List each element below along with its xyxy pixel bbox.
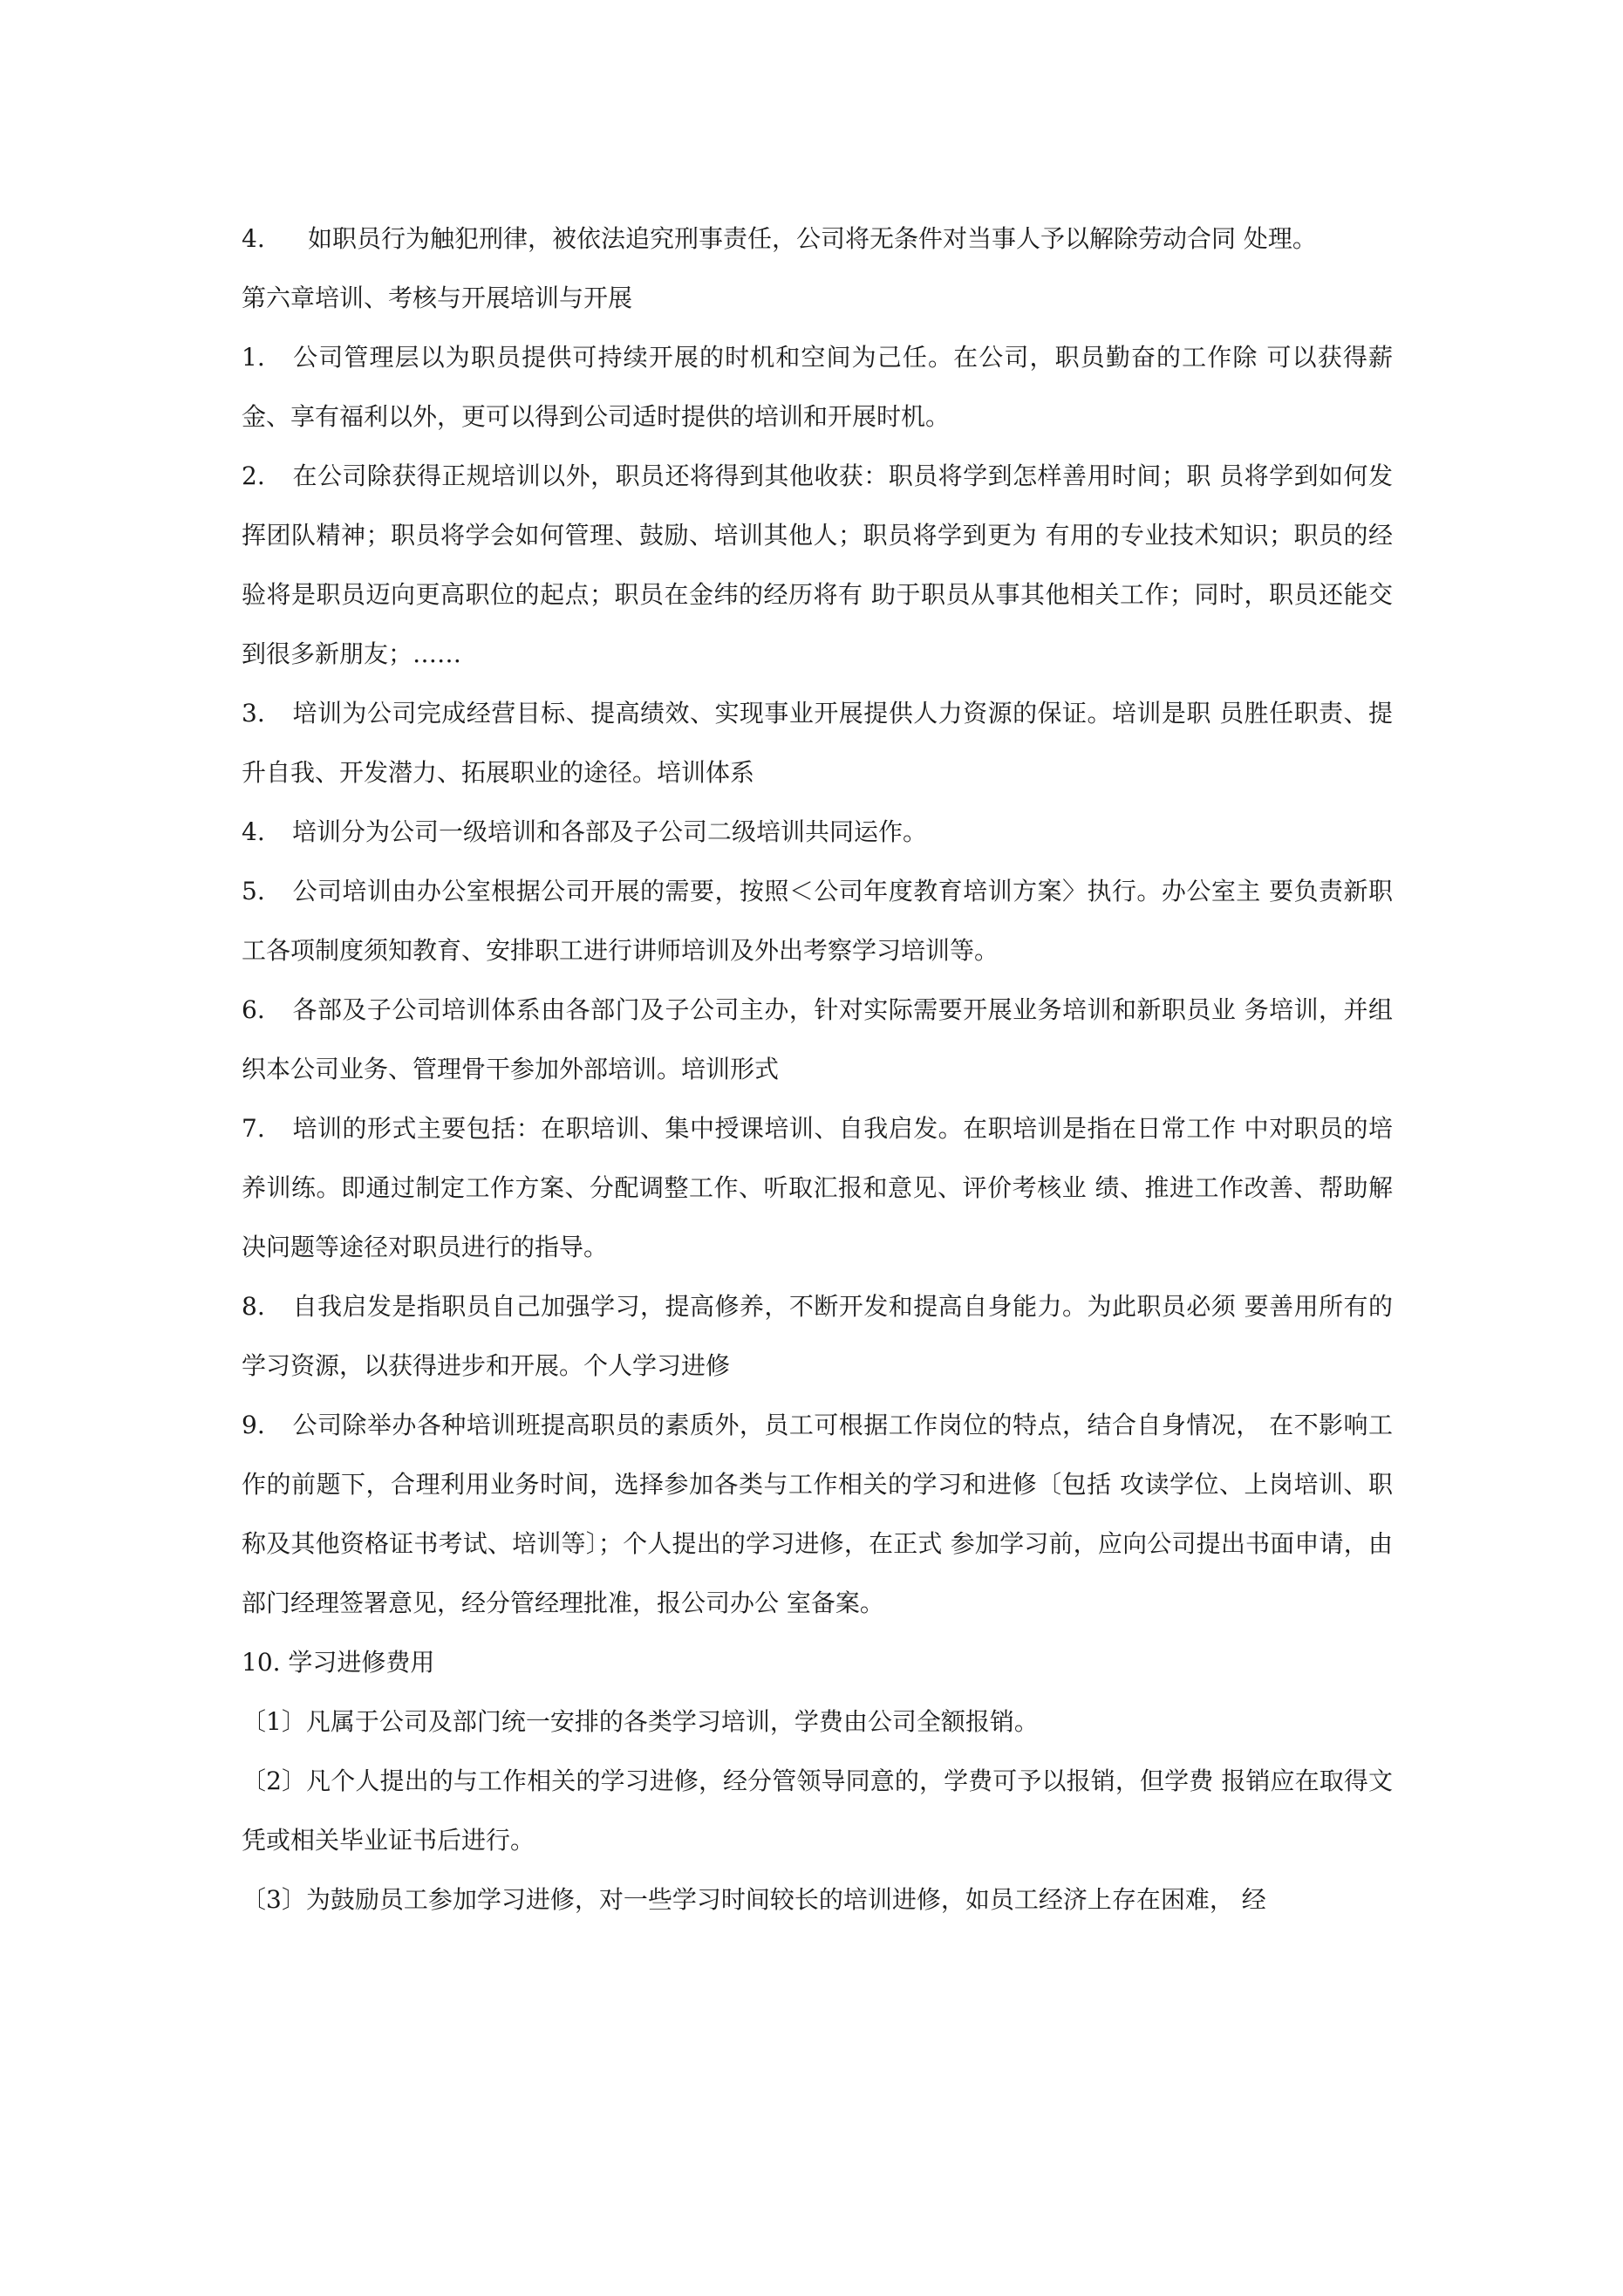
paragraph-text: 培训为公司完成经营目标、提高绩效、实现事业开展提供人力资源的保证。培训是职 员胜任职责、提升自我、开发潜力、拓展职业的途径。培训体系 <box>242 699 1393 787</box>
paragraph-text: 〔1〕凡属于公司及部门统一安排的各类学习培训，学费由公司全额报销。 <box>242 1707 1039 1736</box>
paragraph-text: 〔2〕凡个人提出的与工作相关的学习进修，经分管领导同意的，学费可予以报销，但学费 报销应在取得文凭或相关毕业证书后进行。 <box>242 1766 1393 1855</box>
paragraph-number: 4. <box>242 224 265 253</box>
paragraph-item-6 <box>242 981 1393 1099</box>
paragraph-number: 9. <box>242 1411 265 1439</box>
paragraph-item-1 <box>242 328 1393 447</box>
chapter-heading <box>242 269 1393 328</box>
paragraph-subitem-1 <box>242 1692 1393 1752</box>
paragraph-item-10-heading <box>242 1633 1393 1692</box>
paragraph-text: 公司管理层以为职员提供可持续开展的时机和空间为己任。在公司，职员勤奋的工作除 可以获得薪金、享有福利以外，更可以得到公司适时提供的培训和开展时机。 <box>242 343 1393 431</box>
paragraph-text: 〔3〕为鼓励员工参加学习进修，对一些学习时间较长的培训进修，如员工经济上存在困难， 经 <box>242 1885 1266 1914</box>
paragraph-text: 在公司除获得正规培训以外，职员还将得到其他收获：职员将学到怎样善用时间；职 员将学到如何发挥团队精神；职员将学会如何管理、鼓励、培训其他人；职员将学到更为 有用的专业技术知识；职员的经验将是职员迈向更高职位的起点；职员在金纬的经历将有 助于职员从事其他相关工作；同时，职员还能交到很多新朋友；…… <box>242 461 1393 668</box>
paragraph-text: 公司除举办各种培训班提高职员的素质外，员工可根据工作岗位的特点，结合自身情况， 在不影响工作的前题下，合理利用业务时间，选择参加各类与工作相关的学习和进修〔包括 攻读学位、上岗培训、职称及其他资格证书考试、培训等〕；个人提出的学习进修，在正式 参加学习前，应向公司提出书面申请，由部门经理签署意见，经分管经理批准，报公司办公 室备案。 <box>242 1411 1393 1617</box>
paragraph-item-2 <box>242 447 1393 684</box>
paragraph-item-7 <box>242 1099 1393 1277</box>
document-body <box>242 209 1393 1930</box>
paragraph-text: 公司培训由办公室根据公司开展的需要，按照＜公司年度教育培训方案〉执行。办公室主 要负责新职工各项制度须知教育、安排职工进行讲师培训及外出考察学习培训等。 <box>242 877 1393 965</box>
paragraph-number: 7. <box>242 1114 265 1143</box>
paragraph-item-5 <box>242 862 1393 981</box>
paragraph-number: 5. <box>242 877 265 905</box>
paragraph-number: 3. <box>242 699 265 728</box>
chapter-heading-text: 第六章培训、考核与开展培训与开展 <box>242 284 633 312</box>
paragraph-item-4-dismissal <box>242 209 1393 269</box>
paragraph-item-3 <box>242 684 1393 803</box>
paragraph-number: 6. <box>242 995 265 1024</box>
paragraph-number: 4. <box>242 817 265 846</box>
paragraph-subitem-3 <box>242 1870 1393 1930</box>
paragraph-subitem-2 <box>242 1752 1393 1870</box>
paragraph-text: 10. 学习进修费用 <box>242 1648 435 1677</box>
paragraph-text: 如职员行为触犯刑律，被依法追究刑事责任，公司将无条件对当事人予以解除劳动合同 处理。 <box>308 224 1317 253</box>
paragraph-number: 2. <box>242 461 265 490</box>
paragraph-item-8 <box>242 1277 1393 1396</box>
paragraph-number: 1. <box>242 343 265 372</box>
paragraph-text: 各部及子公司培训体系由各部门及子公司主办，针对实际需要开展业务培训和新职员业 务培训，并组织本公司业务、管理骨干参加外部培训。培训形式 <box>242 995 1393 1083</box>
paragraph-item-9 <box>242 1396 1393 1633</box>
paragraph-text: 自我启发是指职员自己加强学习，提高修养，不断开发和提高自身能力。为此职员必须 要善用所有的学习资源，以获得进步和开展。个人学习进修 <box>242 1292 1393 1380</box>
paragraph-text: 培训的形式主要包括：在职培训、集中授课培训、自我启发。在职培训是指在日常工作 中对职员的培养训练。即通过制定工作方案、分配调整工作、听取汇报和意见、评价考核业 绩、推进工作改善、帮助解决问题等途径对职员进行的指导。 <box>242 1114 1393 1261</box>
paragraph-number: 8. <box>242 1292 265 1321</box>
paragraph-text: 培训分为公司一级培训和各部及子公司二级培训共同运作。 <box>292 817 928 846</box>
paragraph-item-4 <box>242 803 1393 862</box>
